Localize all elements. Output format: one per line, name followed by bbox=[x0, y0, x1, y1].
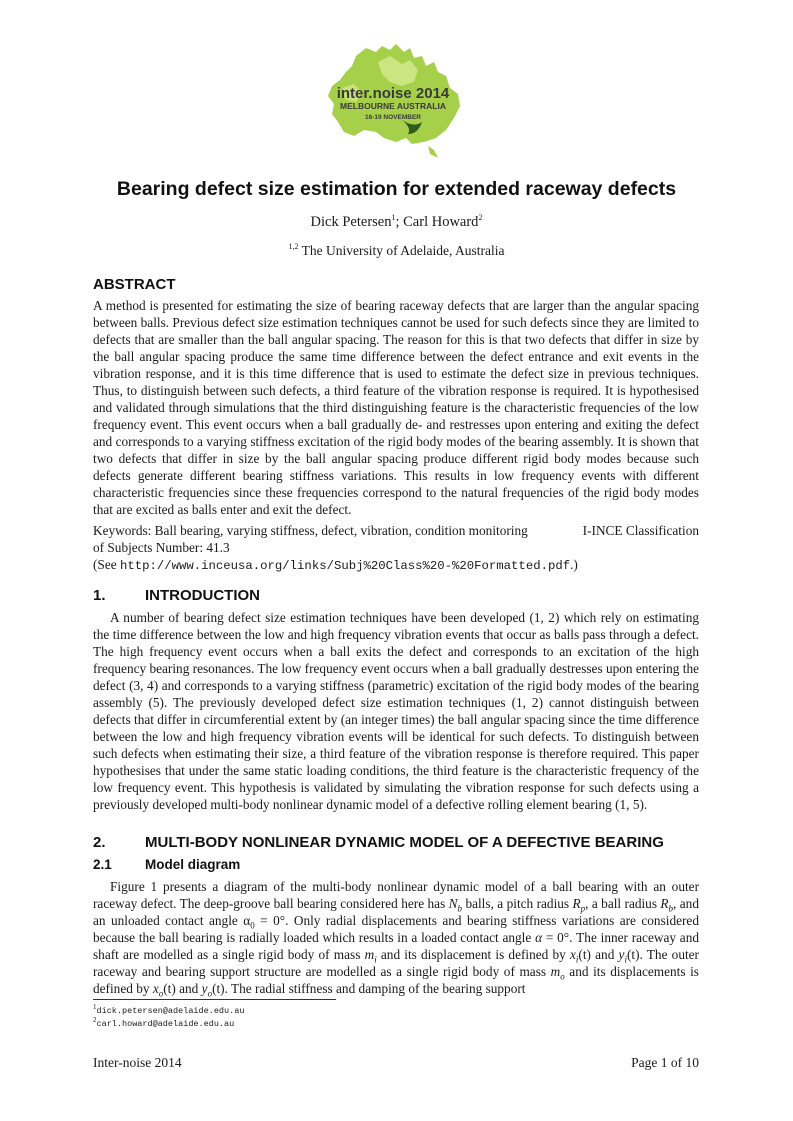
logo-location: MELBOURNE AUSTRALIA bbox=[340, 101, 446, 111]
section-2-heading bbox=[93, 834, 664, 851]
classification-see bbox=[93, 556, 699, 575]
logo-dates: 16-19 NOVEMBER bbox=[365, 114, 421, 121]
conference-logo bbox=[318, 42, 468, 160]
author-2: Carl Howard bbox=[403, 214, 479, 230]
affiliation bbox=[0, 243, 793, 259]
see-prefix: (See bbox=[93, 557, 120, 572]
affiliation-text: The University of Adelaide, Australia bbox=[301, 243, 505, 258]
section-2-title: MULTI-BODY NONLINEAR DYNAMIC MODEL OF A DEFECTIVE BEARING bbox=[145, 834, 664, 851]
section-1-title: INTRODUCTION bbox=[145, 587, 260, 604]
subsection-2-1-title: Model diagram bbox=[145, 857, 241, 872]
paper-title: Bearing defect size estimation for extended raceway defects bbox=[116, 178, 677, 200]
footnote-1-mark: 1 bbox=[93, 1003, 97, 1011]
footnote-2-mark: 2 bbox=[93, 1016, 97, 1024]
author-1-mark: 1 bbox=[391, 213, 396, 222]
footnote-2-email[interactable]: carl.howard@adelaide.edu.au bbox=[96, 1019, 235, 1029]
affiliation-marks: 1,2 bbox=[288, 242, 299, 251]
footer-page-number: Page 1 of 10 bbox=[631, 1055, 699, 1070]
classification-link[interactable]: http://www.inceusa.org/links/Subj%20Class%20-%20Formatted.pdf bbox=[119, 559, 571, 573]
author-1: Dick Petersen bbox=[310, 214, 392, 230]
subsection-2-1-number: 2.1 bbox=[93, 857, 112, 872]
classification-label: I-INCE Classification bbox=[582, 523, 699, 538]
section-1-text: A number of bearing defect size estimation techniques have been developed (1, 2) which rely on estimating the time difference between the low and high frequency vibration events that occur as balls pass through a defect. The high frequency event occurs when a ball exits the defect and corresponds to an excitation of the high frequency bearing resonances. The low frequency event occurs when a ball gradually destresses upon entering the defect (3, 4) and corresponds to a varying stiffness (parametric) excitation of the rigid body modes of the bearing assembly (5). The previously developed defect size estimation techniques (1, 2) cannot distinguish between defects that differ in circumferential extent by (an integer times) the ball angular spacing since the time difference between the low and high frequency vibration events will be identical for such defects. To distinguish between such defects when estimating their size, a third feature of the vibration response is therefore required. This paper hypothesises that under the same static loading conditions, the third feature is the characteristic frequency of the low frequency event. This hypothesis is validated by simulating the vibration response for such defects using a previously developed multi-body nonlinear dynamic model of a defective rolling element bearing (1, 5). bbox=[93, 610, 700, 812]
footnote-2 bbox=[93, 1016, 235, 1029]
australia-map-icon bbox=[318, 42, 468, 160]
logo-name: inter.noise 2014 bbox=[336, 85, 450, 102]
keywords-block bbox=[93, 522, 699, 575]
abstract-heading: ABSTRACT bbox=[93, 276, 176, 293]
footer-conference: Inter-noise 2014 bbox=[93, 1055, 182, 1070]
section-1-number: 1. bbox=[93, 587, 106, 604]
footnote-1 bbox=[93, 1003, 245, 1016]
keywords-label: Keywords: Ball bearing, varying stiffness, defect, vibration, condition monitoring bbox=[93, 523, 528, 538]
classification-number: of Subjects Number: 41.3 bbox=[93, 540, 230, 555]
subsection-2-1-heading bbox=[93, 857, 240, 872]
abstract-text: A method is presented for estimating the size of bearing raceway defects that are larger than the angular spacing between balls. Previous defect size estimation techniques cannot be used for such defects since they are limited to defects that are smaller than the ball angular spacing. The reason for this is that two defects that differ in size by the ball angular spacing produce the same time difference between the defect entrance and exit events in the vibration response, and it is this time difference that is used to estimate the defect size in previous techniques. Thus, to distinguish between such defects, a third feature of the vibration response is required. It is hypothesised and validated through simulations that the third distinguishing feature is the characteristic frequencies of the low frequency event. This event occurs when a ball gradually de- and restresses upon entering and exiting the defect and corresponds to a varying stiffness excitation of the rigid body modes of the bearing assembly. It is shown that two defects that differ in size by the ball angular spacing produce different rigid body modes because such defects generate different bearing stiffness variations. This results in low frequency events with different characteristic frequencies since these frequencies correspond to the natural frequencies of the rigid body modes that are excited as balls enter and exit the defect. bbox=[93, 298, 699, 517]
section-1-heading bbox=[93, 587, 260, 604]
footnote-1-email[interactable]: dick.petersen@adelaide.edu.au bbox=[96, 1006, 245, 1016]
see-suffix: .) bbox=[570, 557, 578, 572]
section-2-1-text: Figure 1 presents a diagram of the multi-body nonlinear dynamic model of a ball bearing with an outer raceway defect. The deep-groove ball bearing considered here has $N_b$ balls, a pitch radius $R_p$, a ball radius $R_b$, and an unloaded contact angle $\alpha_0 = 0^\circ$. Only radial displacements and bearing stiffness variations are considered because the ball bearing is radially loaded which results in a loaded contact angle α = 0°. The inner raceway and shaft are modelled as a single rigid body of mass $m_i$ and its displacement is defined by $x_i(t)$ and $y_i(t)$. The outer raceway and bearing support structure are modelled as a single rigid body of mass $m_o$ and its displacements is defined by $x_o(t)$ and $y_o(t)$. The radial stiffness and damping of the bearing support bbox=[93, 879, 699, 999]
footnote-rule bbox=[93, 999, 336, 1000]
author-2-mark: 2 bbox=[478, 213, 483, 222]
author-line bbox=[0, 214, 793, 231]
author-separator: ; bbox=[395, 214, 404, 230]
section-2-number: 2. bbox=[93, 834, 106, 851]
